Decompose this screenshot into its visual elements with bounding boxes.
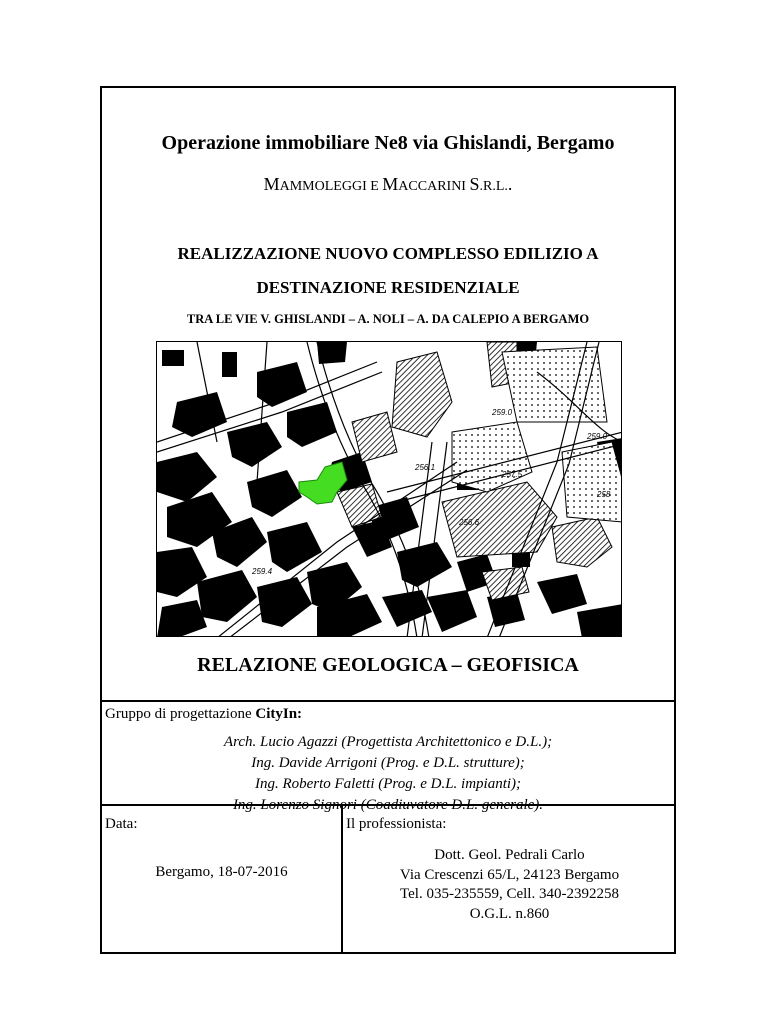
project-line-2: DESTINAZIONE RESIDENZIALE	[256, 278, 520, 297]
company-name: MAMMOLEGGI E MACCARINI S.R.L..	[263, 174, 513, 194]
site-map	[156, 341, 622, 637]
professional-name: Dott. Geol. Pedrali Carlo	[434, 847, 585, 863]
design-group-label: Gruppo di progettazione CityIn:	[105, 706, 303, 722]
professional-address: Via Crescenzi 65/L, 24123 Bergamo	[399, 866, 620, 883]
divider-bottom	[102, 804, 674, 806]
professional-registration: O.G.L. n.860	[469, 905, 550, 922]
group-member: Arch. Lucio Agazzi (Progettista Architettonico e D.L.);	[223, 734, 553, 750]
map-label: 256.6	[459, 518, 480, 527]
map-label: 259.4	[252, 567, 273, 576]
page-title: Operazione immobiliare Ne8 via Ghislandi, Bergamo	[161, 132, 615, 154]
professional-phone: Tel. 035-235559, Cell. 340-2392258	[400, 886, 619, 902]
map-label: 259.0	[587, 432, 608, 441]
date-value: Bergamo, 18-07-2016	[155, 864, 288, 880]
project-location: TRA LE VIE V. GHISLANDI – A. NOLI – A. DA CALEPIO A BERGAMO	[186, 312, 590, 326]
date-label: Data:	[105, 816, 138, 832]
map-label: 256.1	[415, 463, 436, 472]
project-line-1: REALIZZAZIONE NUOVO COMPLESSO EDILIZIO A	[177, 244, 599, 263]
report-title: RELAZIONE GEOLOGICA – GEOFISICA	[197, 654, 579, 676]
group-member: Ing. Davide Arrigoni (Prog. e D.L. strutture);	[251, 755, 525, 771]
map-label: 257.5	[502, 470, 523, 479]
map-label: 259.0	[492, 408, 513, 417]
divider-top	[102, 700, 674, 702]
professional-details	[343, 846, 676, 924]
group-member: Ing. Roberto Faletti (Prog. e D.L. impianti);	[254, 776, 522, 792]
map-label: 258	[597, 490, 611, 499]
professional-label: Il professionista:	[346, 816, 447, 832]
cover-header	[102, 88, 674, 702]
group-member: Ing. Lorenzo Signori (Coadiuvatore D.L. generale).	[232, 797, 544, 813]
cover-frame	[100, 86, 676, 954]
site-map-drawing	[157, 342, 622, 637]
